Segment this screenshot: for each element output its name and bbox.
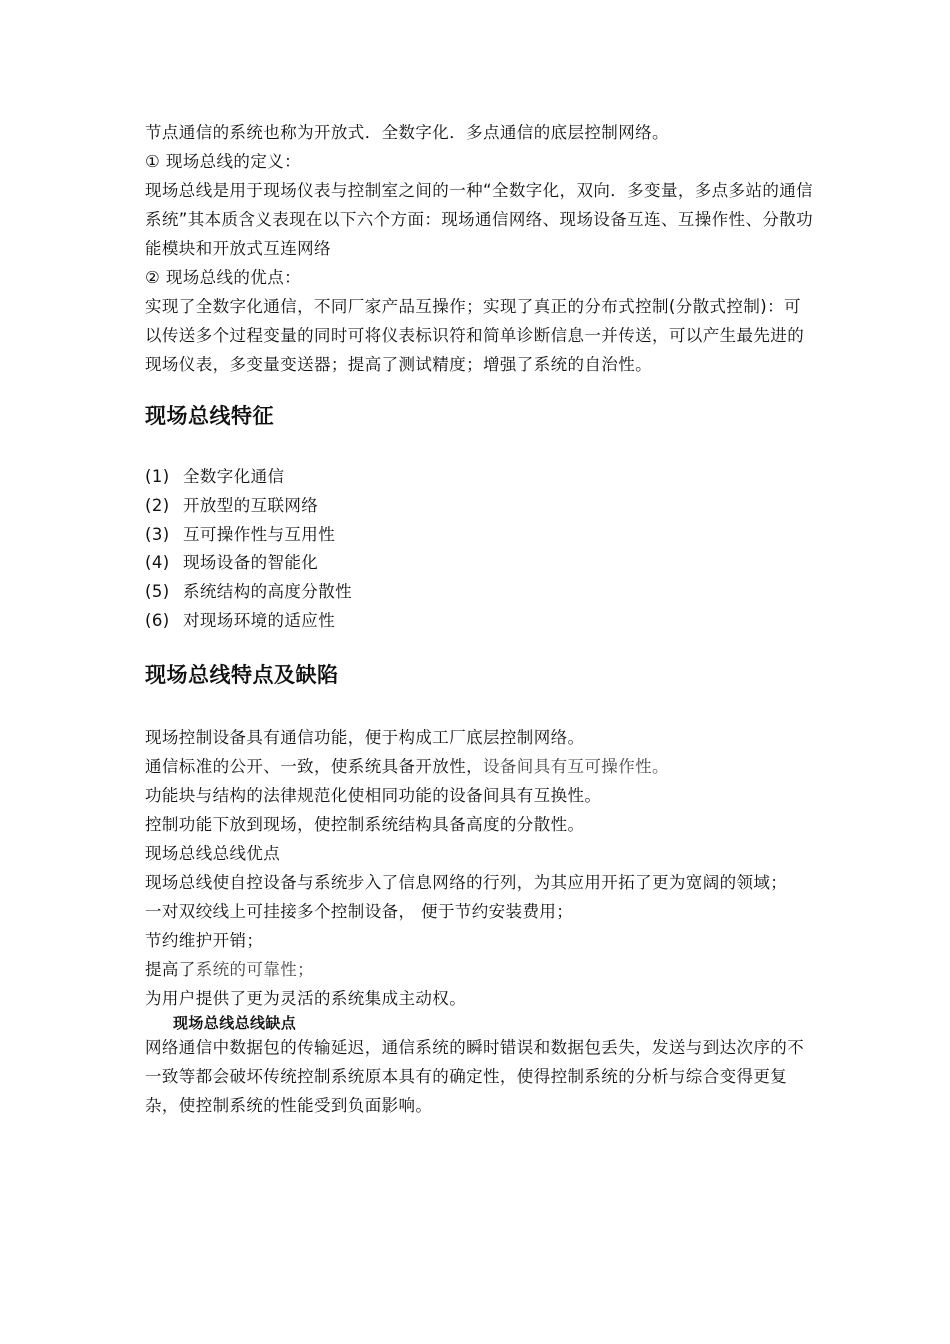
traits-line: 一对双绞线上可挂接多个控制设备， 便于节约安装费用；	[145, 901, 574, 921]
disadvantages-subheading: 现场总线总线缺点	[173, 1013, 297, 1032]
list-item: (6) 对现场环境的适应性	[145, 610, 336, 630]
traits-line: 控制功能下放到现场，使控制系统结构具备高度的分散性。	[145, 814, 585, 834]
list-item: (4) 现场设备的智能化	[145, 553, 319, 573]
traits-section	[145, 723, 815, 1120]
traits-line: 节约维护开销；	[145, 930, 264, 950]
features-heading: 现场总线特征	[145, 404, 274, 428]
list-item: (3) 互可操作性与互用性	[145, 524, 336, 544]
traits-heading: 现场总线特点及缺陷	[145, 662, 339, 687]
traits-line: 现场控制设备具有通信功能，便于构成工厂底层控制网络。	[145, 727, 585, 747]
list-item: (1) 全数字化通信	[145, 467, 285, 486]
traits-line: 通信标准的公开、一致，使系统具备开放性，设备间具有互可操作性。	[145, 756, 669, 776]
disadvantages-body: 网络通信中数据包的传输延迟，通信系统的瞬时错误和数据包丢失，发送与到达次序的不一致等都会破坏传统控制系统原本具有的确定性，使得控制系统的分析与综合变得更复杂，使控制系统的性能受到负面影响。	[145, 1037, 805, 1115]
definition-body: 现场总线是用于现场仪表与控制室之间的一种“全数字化，双向．多变量，多点多站的通信系统”其本质含义表现在以下六个方面：现场通信网络、现场设备互连、互操作性、分散功能模块和开放式互连网络	[145, 181, 814, 258]
traits-line: 为用户提供了更为灵活的系统集成主动权。	[145, 988, 467, 1008]
intro-line: 节点通信的系统也称为开放式．全数字化．多点通信的底层控制网络。	[145, 123, 669, 142]
traits-line: 提高了系统的可靠性；	[145, 959, 315, 979]
advantages-body: 实现了全数字化通信，不同厂家产品互操作；实现了真正的分布式控制(分散式控制)：可以传送多个过程变量的同时可将仪表标识符和简单诊断信息一并传送，可以产生最先进的现场仪表，多变量变送器；提高了测试精度；增强了系统的自治性。	[145, 297, 805, 374]
features-list	[145, 463, 815, 636]
list-item: (5) 系统结构的高度分散性	[145, 582, 352, 602]
traits-line: 现场总线使自控设备与系统步入了信息网络的行列，为其应用开拓了更为宽阔的领域；	[145, 872, 788, 892]
traits-line: 功能块与结构的法律规范化使相同功能的设备间具有互换性。	[145, 785, 602, 805]
advantages-subtitle: 现场总线总线优点	[145, 843, 281, 863]
list-item: (2) 开放型的互联网络	[145, 495, 319, 515]
advantages-title: ② 现场总线的优点：	[145, 268, 302, 287]
definition-title: ① 现场总线的定义：	[145, 152, 302, 171]
document-page	[145, 118, 815, 1120]
